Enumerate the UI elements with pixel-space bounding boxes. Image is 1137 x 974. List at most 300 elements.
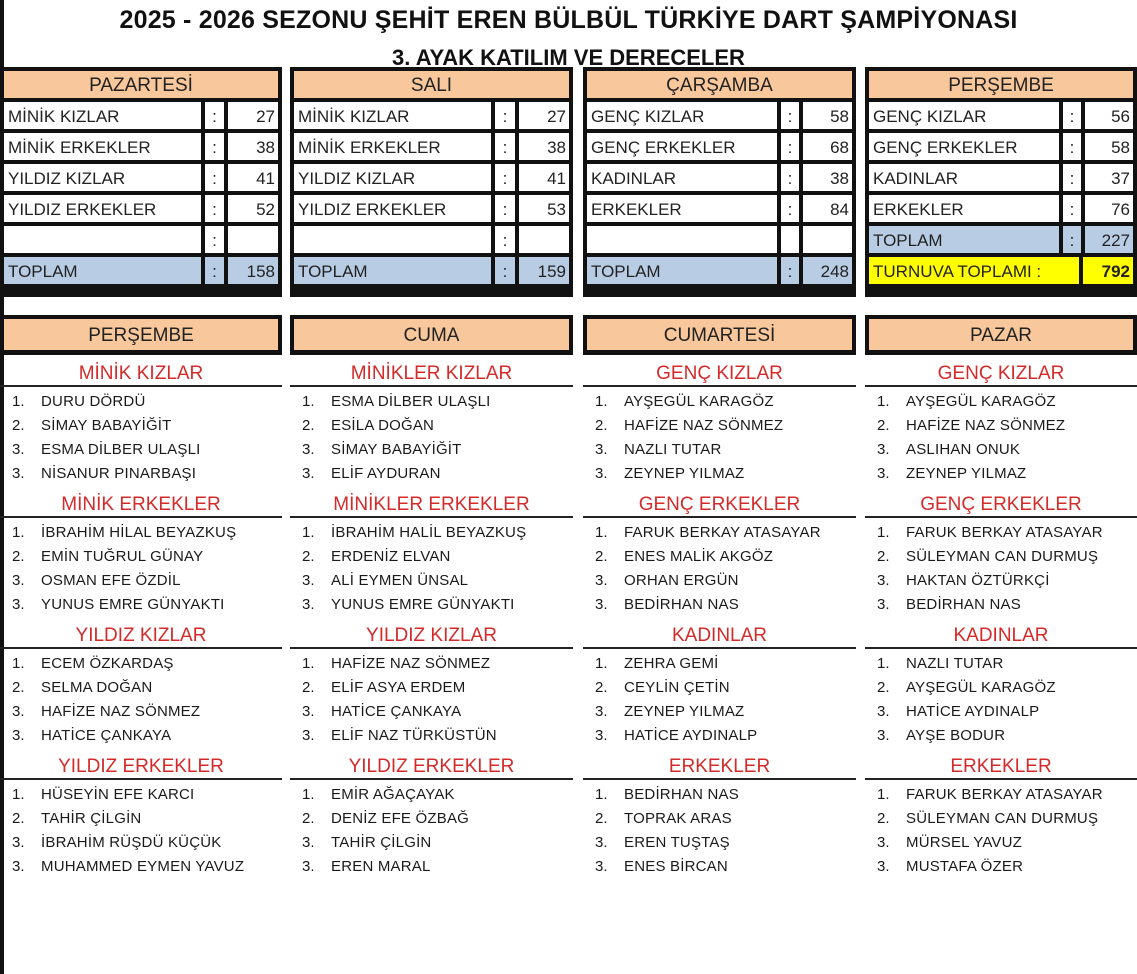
colon-separator: : xyxy=(1063,195,1081,222)
category-label: ERKEKLER xyxy=(587,195,777,222)
ranking-entry xyxy=(0,569,282,593)
ranking-entry xyxy=(583,831,856,855)
category-count-row xyxy=(4,226,278,253)
participant-count: 58 xyxy=(1085,133,1133,160)
rank-number: 1. xyxy=(595,524,608,541)
day-label: CUMA xyxy=(294,319,569,350)
rank-number: 3. xyxy=(877,465,890,482)
results-day-header xyxy=(583,315,856,355)
ranking-entry xyxy=(290,783,573,807)
category-label: KADINLAR xyxy=(587,164,777,191)
rank-number: 3. xyxy=(12,834,25,851)
ranking-entry xyxy=(583,855,856,879)
category-title: ERKEKLER xyxy=(583,748,856,780)
ranking-entry xyxy=(290,676,573,700)
colon-separator: : xyxy=(1063,226,1081,253)
results-day-header xyxy=(290,315,573,355)
ranking-entry xyxy=(583,783,856,807)
ranking-entry xyxy=(0,390,282,414)
grand-total-value: 792 xyxy=(1083,257,1133,284)
rank-number: 3. xyxy=(877,441,890,458)
rank-number: 3. xyxy=(877,834,890,851)
category-label: MİNİK KIZLAR xyxy=(4,102,201,129)
athlete-name: ERDENİZ ELVAN xyxy=(331,548,451,565)
ranking-entry xyxy=(865,438,1137,462)
rank-number: 2. xyxy=(595,810,608,827)
rank-number: 3. xyxy=(12,596,25,613)
athlete-name: ESMA DİLBER ULAŞLI xyxy=(41,441,201,458)
athlete-name: FARUK BERKAY ATASAYAR xyxy=(906,786,1103,803)
colon-separator: : xyxy=(495,133,515,160)
ranking-entry xyxy=(583,807,856,831)
ranking-entry xyxy=(865,652,1137,676)
category-count-row xyxy=(294,164,569,191)
category-count-row xyxy=(587,133,852,160)
ranking-entry xyxy=(0,855,282,879)
rank-number: 1. xyxy=(12,393,25,410)
rank-number: 3. xyxy=(12,465,25,482)
day-label: PAZAR xyxy=(869,319,1133,350)
rank-number: 1. xyxy=(12,524,25,541)
colon-separator: : xyxy=(781,133,799,160)
athlete-name: AYŞE BODUR xyxy=(906,727,1006,744)
ranking-entry xyxy=(290,807,573,831)
day-header: PAZARTESİ xyxy=(4,71,278,98)
category-title: MİNİKLER ERKEKLER xyxy=(290,486,573,518)
category-label: MİNİK KIZLAR xyxy=(294,102,491,129)
rank-number: 1. xyxy=(877,786,890,803)
category-title: ERKEKLER xyxy=(865,748,1137,780)
athlete-name: AYŞEGÜL KARAGÖZ xyxy=(906,393,1056,410)
day-header: SALI xyxy=(294,71,569,98)
ranking-entry xyxy=(290,593,573,617)
category-title: YILDIZ ERKEKLER xyxy=(290,748,573,780)
ranking-entry xyxy=(290,462,573,486)
ranking-entry xyxy=(865,414,1137,438)
colon-separator: : xyxy=(781,257,799,284)
total-row xyxy=(294,257,569,284)
athlete-name: BEDİRHAN NAS xyxy=(906,596,1021,613)
category-count-row xyxy=(587,195,852,222)
ranking-entry xyxy=(583,545,856,569)
athlete-name: HÜSEYİN EFE KARCI xyxy=(41,786,195,803)
athlete-name: HATİCE AYDINALP xyxy=(906,703,1040,720)
participant-count: 248 xyxy=(803,257,852,284)
athlete-name: NİSANUR PINARBAŞI xyxy=(41,465,197,482)
participant-count: 58 xyxy=(803,102,852,129)
colon-separator: : xyxy=(205,195,224,222)
rank-number: 1. xyxy=(595,393,608,410)
results-day-header xyxy=(865,315,1137,355)
athlete-name: TOPRAK ARAS xyxy=(624,810,732,827)
rank-number: 2. xyxy=(302,810,315,827)
ranking-entry xyxy=(583,593,856,617)
ranking-entry xyxy=(290,390,573,414)
rank-number: 3. xyxy=(595,703,608,720)
participant-count: 53 xyxy=(519,195,569,222)
category-title: YILDIZ KIZLAR xyxy=(290,617,573,649)
rank-number: 3. xyxy=(595,834,608,851)
ranking-entry xyxy=(290,700,573,724)
ranking-entry xyxy=(290,414,573,438)
category-count-row xyxy=(869,133,1133,160)
ranking-entry xyxy=(0,652,282,676)
category-label: YILDIZ ERKEKLER xyxy=(294,195,491,222)
athlete-name: AYŞEGÜL KARAGÖZ xyxy=(624,393,774,410)
participation-table xyxy=(865,67,1137,297)
athlete-name: MUSTAFA ÖZER xyxy=(906,858,1024,875)
athlete-name: ECEM ÖZKARDAŞ xyxy=(41,655,174,672)
category-count-row xyxy=(587,102,852,129)
athlete-name: ZEYNEP YILMAZ xyxy=(906,465,1027,482)
athlete-name: BEDİRHAN NAS xyxy=(624,786,739,803)
athlete-name: HAFİZE NAZ SÖNMEZ xyxy=(331,655,491,672)
athlete-name: EREN MARAL xyxy=(331,858,431,875)
rank-number: 3. xyxy=(595,465,608,482)
category-label: MİNİK ERKEKLER xyxy=(4,133,201,160)
category-label xyxy=(294,226,491,253)
ranking-entry xyxy=(865,807,1137,831)
day-header: PERŞEMBE xyxy=(869,71,1133,98)
participant-count: 37 xyxy=(1085,164,1133,191)
ranking-entry xyxy=(583,521,856,545)
rank-number: 1. xyxy=(302,655,315,672)
category-title: MİNİK KIZLAR xyxy=(0,355,282,387)
category-label: YILDIZ KIZLAR xyxy=(294,164,491,191)
rank-number: 2. xyxy=(595,417,608,434)
rank-number: 3. xyxy=(302,834,315,851)
rank-number: 2. xyxy=(877,679,890,696)
athlete-name: HATİCE ÇANKAYA xyxy=(331,703,462,720)
participant-count: 159 xyxy=(519,257,569,284)
ranking-entry xyxy=(583,700,856,724)
ranking-entry xyxy=(865,390,1137,414)
category-count-row xyxy=(4,164,278,191)
rank-number: 2. xyxy=(302,679,315,696)
rank-number: 1. xyxy=(302,524,315,541)
athlete-name: BEDİRHAN NAS xyxy=(624,596,739,613)
athlete-name: HAKTAN ÖZTÜRKÇİ xyxy=(906,572,1050,589)
category-title: KADINLAR xyxy=(865,617,1137,649)
participant-count: 41 xyxy=(228,164,278,191)
participant-count: 68 xyxy=(803,133,852,160)
participant-count: 41 xyxy=(519,164,569,191)
ranking-entry xyxy=(290,521,573,545)
athlete-name: NAZLI TUTAR xyxy=(624,441,722,458)
category-count-row xyxy=(4,195,278,222)
ranking-entry xyxy=(0,521,282,545)
document-subtitle: 3. AYAK KATILIM VE DERECELER xyxy=(392,45,745,67)
athlete-name: YUNUS EMRE GÜNYAKTI xyxy=(41,596,225,613)
category-label: KADINLAR xyxy=(869,164,1059,191)
athlete-name: MUHAMMED EYMEN YAVUZ xyxy=(41,858,245,875)
athlete-name: ZEYNEP YILMAZ xyxy=(624,465,745,482)
colon-separator: : xyxy=(495,257,515,284)
rank-number: 3. xyxy=(595,727,608,744)
category-label: GENÇ ERKEKLER xyxy=(869,133,1059,160)
rank-number: 3. xyxy=(302,572,315,589)
category-label: TOPLAM xyxy=(587,257,777,284)
ranking-entry xyxy=(583,652,856,676)
grand-total-label: TURNUVA TOPLAMI : xyxy=(869,257,1079,284)
results-day-header xyxy=(0,315,282,355)
athlete-name: TAHİR ÇİLGİN xyxy=(331,834,432,851)
category-title: GENÇ KIZLAR xyxy=(865,355,1137,387)
athlete-name: ESMA DİLBER ULAŞLI xyxy=(331,393,491,410)
ranking-entry xyxy=(290,855,573,879)
participation-table xyxy=(290,67,573,297)
colon-separator: : xyxy=(495,164,515,191)
ranking-entry xyxy=(290,545,573,569)
colon-separator: : xyxy=(205,133,224,160)
athlete-name: ORHAN ERGÜN xyxy=(624,572,739,589)
colon-separator: : xyxy=(495,195,515,222)
rank-number: 2. xyxy=(877,810,890,827)
category-label: MİNİK ERKEKLER xyxy=(294,133,491,160)
ranking-entry xyxy=(0,593,282,617)
participant-count: 76 xyxy=(1085,195,1133,222)
ranking-entry xyxy=(865,724,1137,748)
day-label: CUMARTESİ xyxy=(587,319,852,350)
ranking-entry xyxy=(0,700,282,724)
rank-number: 1. xyxy=(877,655,890,672)
colon-separator: : xyxy=(205,226,224,253)
participation-table xyxy=(583,67,856,297)
participant-count: 27 xyxy=(519,102,569,129)
athlete-name: OSMAN EFE ÖZDİL xyxy=(41,572,181,589)
athlete-name: ZEHRA GEMİ xyxy=(624,655,719,672)
rank-number: 3. xyxy=(12,703,25,720)
ranking-entry xyxy=(290,652,573,676)
ranking-entry xyxy=(583,462,856,486)
colon-separator: : xyxy=(205,102,224,129)
results-column xyxy=(290,355,573,965)
ranking-entry xyxy=(583,569,856,593)
participant-count xyxy=(228,226,278,253)
athlete-name: ZEYNEP YILMAZ xyxy=(624,703,745,720)
category-count-row xyxy=(587,164,852,191)
athlete-name: HAFİZE NAZ SÖNMEZ xyxy=(624,417,784,434)
colon-separator: : xyxy=(495,102,515,129)
ranking-entry xyxy=(865,783,1137,807)
category-count-row xyxy=(294,226,569,253)
category-count-row xyxy=(869,164,1133,191)
athlete-name: SÜLEYMAN CAN DURMUŞ xyxy=(906,810,1099,827)
ranking-entry xyxy=(865,569,1137,593)
category-title: YILDIZ KIZLAR xyxy=(0,617,282,649)
category-count-row xyxy=(587,226,852,253)
athlete-name: ELİF AYDURAN xyxy=(331,465,441,482)
athlete-name: HATİCE AYDINALP xyxy=(624,727,758,744)
athlete-name: SÜLEYMAN CAN DURMUŞ xyxy=(906,548,1099,565)
athlete-name: İBRAHİM HİLAL BEYAZKUŞ xyxy=(41,524,237,541)
colon-separator: : xyxy=(781,195,799,222)
rank-number: 3. xyxy=(877,727,890,744)
athlete-name: SELMA DOĞAN xyxy=(41,679,153,696)
rank-number: 3. xyxy=(877,858,890,875)
rank-number: 3. xyxy=(595,441,608,458)
athlete-name: HAFİZE NAZ SÖNMEZ xyxy=(906,417,1066,434)
category-title: GENÇ ERKEKLER xyxy=(865,486,1137,518)
rank-number: 2. xyxy=(12,548,25,565)
ranking-entry xyxy=(0,676,282,700)
rank-number: 1. xyxy=(877,393,890,410)
athlete-name: MÜRSEL YAVUZ xyxy=(906,834,1023,851)
rank-number: 3. xyxy=(12,441,25,458)
rank-number: 3. xyxy=(302,727,315,744)
athlete-name: ELİF NAZ TÜRKÜSTÜN xyxy=(331,727,497,744)
category-title: MİNİKLER KIZLAR xyxy=(290,355,573,387)
participant-count: 27 xyxy=(228,102,278,129)
athlete-name: HAFİZE NAZ SÖNMEZ xyxy=(41,703,201,720)
ranking-entry xyxy=(0,807,282,831)
ranking-entry xyxy=(583,414,856,438)
rank-number: 2. xyxy=(302,548,315,565)
colon-separator: : xyxy=(781,102,799,129)
category-count-row xyxy=(4,102,278,129)
ranking-entry xyxy=(865,831,1137,855)
ranking-entry xyxy=(290,724,573,748)
ranking-entry xyxy=(0,462,282,486)
athlete-name: ENES MALİK AKGÖZ xyxy=(624,548,774,565)
athlete-name: SİMAY BABAYİĞİT xyxy=(331,441,462,458)
athlete-name: FARUK BERKAY ATASAYAR xyxy=(624,524,821,541)
ranking-entry xyxy=(865,676,1137,700)
athlete-name: ALİ EYMEN ÜNSAL xyxy=(331,572,469,589)
category-label: TOPLAM xyxy=(869,226,1059,253)
ranking-entry xyxy=(865,700,1137,724)
category-title: MİNİK ERKEKLER xyxy=(0,486,282,518)
participation-table xyxy=(0,67,282,297)
category-label: GENÇ KIZLAR xyxy=(587,102,777,129)
rank-number: 1. xyxy=(302,786,315,803)
participant-count xyxy=(519,226,569,253)
colon-separator: : xyxy=(1063,102,1081,129)
athlete-name: CEYLİN ÇETİN xyxy=(624,679,730,696)
athlete-name: ENES BİRCAN xyxy=(624,858,728,875)
rank-number: 2. xyxy=(877,548,890,565)
athlete-name: DENİZ EFE ÖZBAĞ xyxy=(331,810,470,827)
rank-number: 3. xyxy=(12,727,25,744)
day-header: ÇARŞAMBA xyxy=(587,71,852,98)
rank-number: 2. xyxy=(595,679,608,696)
rank-number: 2. xyxy=(12,810,25,827)
category-label xyxy=(587,226,777,253)
rank-number: 3. xyxy=(302,858,315,875)
rank-number: 2. xyxy=(595,548,608,565)
participant-count xyxy=(803,226,852,253)
athlete-name: İBRAHİM HALİL BEYAZKUŞ xyxy=(331,524,527,541)
participant-count: 227 xyxy=(1085,226,1133,253)
rank-number: 3. xyxy=(12,572,25,589)
participant-count: 84 xyxy=(803,195,852,222)
rank-number: 3. xyxy=(595,596,608,613)
athlete-name: YUNUS EMRE GÜNYAKTI xyxy=(331,596,515,613)
colon-separator: : xyxy=(1063,133,1081,160)
ranking-entry xyxy=(583,676,856,700)
athlete-name: ELİF ASYA ERDEM xyxy=(331,679,466,696)
rank-number: 2. xyxy=(12,417,25,434)
category-title: YILDIZ ERKEKLER xyxy=(0,748,282,780)
document-title: 2025 - 2026 SEZONU ŞEHİT EREN BÜLBÜL TÜRKİYE DART ŞAMPİYONASI xyxy=(119,6,1018,34)
ranking-entry xyxy=(583,390,856,414)
category-count-row xyxy=(294,102,569,129)
rank-number: 3. xyxy=(302,596,315,613)
ranking-entry xyxy=(290,569,573,593)
rank-number: 3. xyxy=(12,858,25,875)
category-count-row xyxy=(294,133,569,160)
ranking-entry xyxy=(865,855,1137,879)
ranking-entry xyxy=(290,438,573,462)
colon-separator: : xyxy=(1063,164,1081,191)
category-label: YILDIZ ERKEKLER xyxy=(4,195,201,222)
rank-number: 3. xyxy=(595,572,608,589)
colon-separator: : xyxy=(205,257,224,284)
ranking-entry xyxy=(0,414,282,438)
participant-count: 56 xyxy=(1085,102,1133,129)
total-row xyxy=(4,257,278,284)
athlete-name: ESİLA DOĞAN xyxy=(331,417,435,434)
ranking-entry xyxy=(0,831,282,855)
category-label: GENÇ KIZLAR xyxy=(869,102,1059,129)
rank-number: 1. xyxy=(595,786,608,803)
athlete-name: EMİN TUĞRUL GÜNAY xyxy=(41,548,204,565)
day-label: PERŞEMBE xyxy=(4,319,278,350)
athlete-name: TAHİR ÇİLGİN xyxy=(41,810,142,827)
ranking-entry xyxy=(0,545,282,569)
athlete-name: HATİCE ÇANKAYA xyxy=(41,727,172,744)
category-label xyxy=(4,226,201,253)
ranking-entry xyxy=(290,831,573,855)
category-label: TOPLAM xyxy=(294,257,491,284)
category-title: GENÇ KIZLAR xyxy=(583,355,856,387)
athlete-name: FARUK BERKAY ATASAYAR xyxy=(906,524,1103,541)
category-label: YILDIZ KIZLAR xyxy=(4,164,201,191)
category-count-row xyxy=(4,133,278,160)
participant-count: 52 xyxy=(228,195,278,222)
rank-number: 1. xyxy=(595,655,608,672)
results-column xyxy=(0,355,282,965)
colon-separator xyxy=(781,226,799,253)
category-count-row xyxy=(869,102,1133,129)
athlete-name: DURU DÖRDÜ xyxy=(41,393,146,410)
rank-number: 2. xyxy=(877,417,890,434)
grand-total-row xyxy=(869,257,1133,284)
total-row xyxy=(869,226,1133,253)
ranking-entry xyxy=(865,545,1137,569)
total-row xyxy=(587,257,852,284)
rank-number: 1. xyxy=(12,655,25,672)
athlete-name: ASLIHAN ONUK xyxy=(906,441,1021,458)
athlete-name: AYŞEGÜL KARAGÖZ xyxy=(906,679,1056,696)
category-count-row xyxy=(869,195,1133,222)
rank-number: 1. xyxy=(12,786,25,803)
participant-count: 38 xyxy=(519,133,569,160)
rank-number: 3. xyxy=(877,703,890,720)
rank-number: 3. xyxy=(302,703,315,720)
results-column xyxy=(583,355,856,965)
rank-number: 3. xyxy=(877,596,890,613)
ranking-entry xyxy=(0,724,282,748)
ranking-entry xyxy=(0,783,282,807)
athlete-name: NAZLI TUTAR xyxy=(906,655,1004,672)
athlete-name: SİMAY BABAYİĞİT xyxy=(41,417,172,434)
ranking-entry xyxy=(865,462,1137,486)
participant-count: 158 xyxy=(228,257,278,284)
category-label: TOPLAM xyxy=(4,257,201,284)
category-title: KADINLAR xyxy=(583,617,856,649)
ranking-entry xyxy=(583,438,856,462)
